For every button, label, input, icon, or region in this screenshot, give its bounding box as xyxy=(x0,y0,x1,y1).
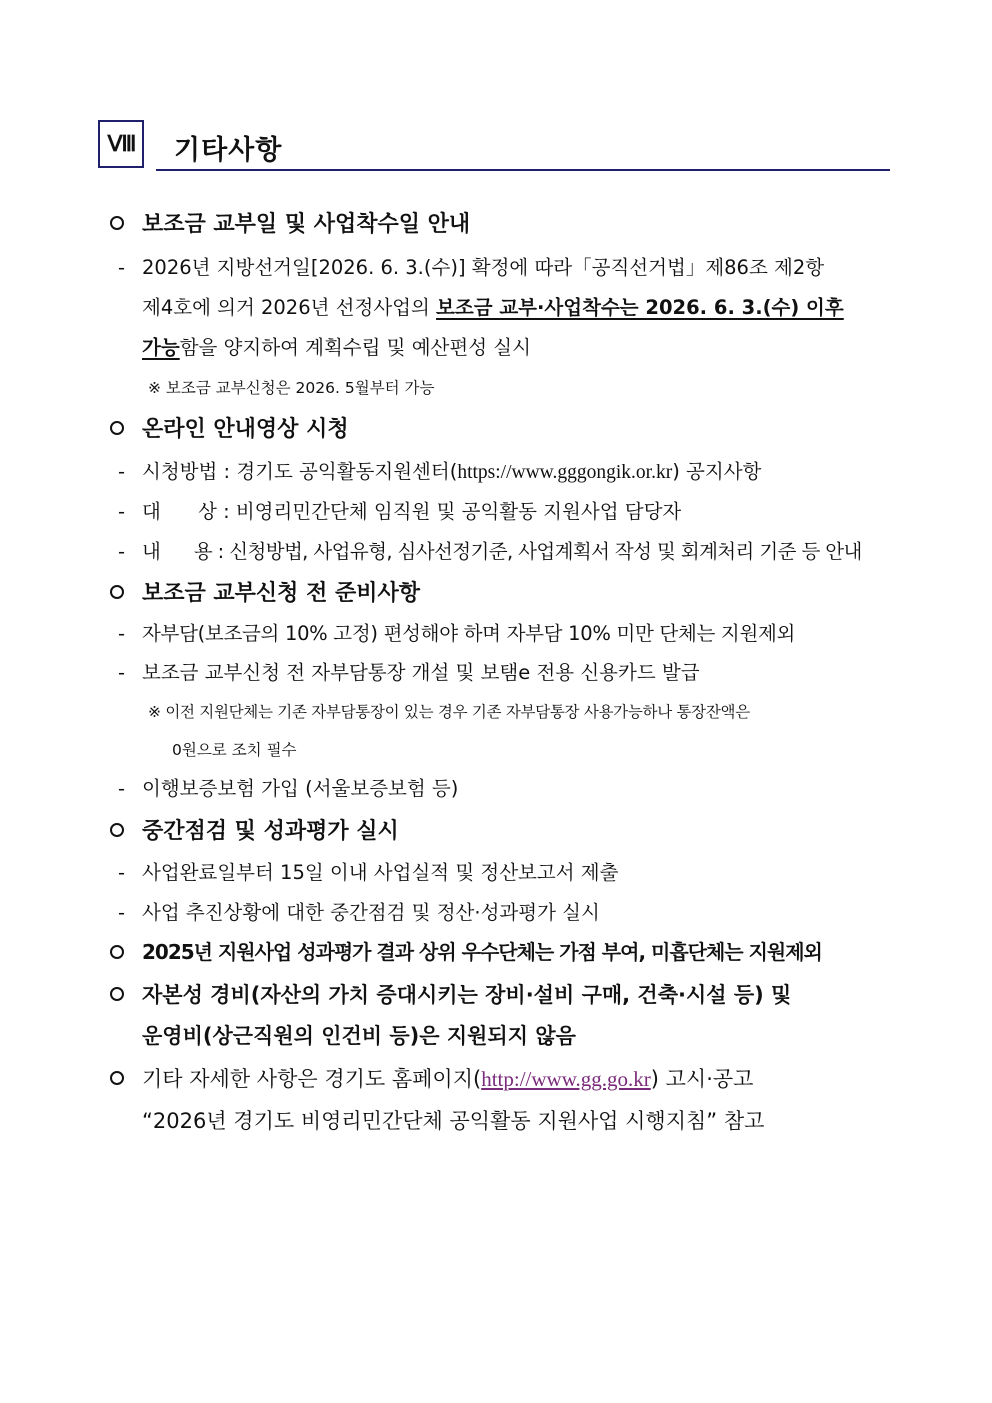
heading-continuation: 운영비(상근직원의 인건비 등)은 지원되지 않음 xyxy=(142,1024,576,1048)
circle-bullet-icon xyxy=(110,945,124,959)
heading-online-video: 온라인 안내영상 시청 xyxy=(108,412,349,443)
circle-bullet-icon xyxy=(110,1071,124,1085)
section-header xyxy=(98,120,890,172)
list-item: - 내 용 : 신청방법, 사업유형, 심사선정기준, 사업계획서 작성 및 회계처리 기준 등 안내 xyxy=(118,540,862,563)
emphasis-text: 가능 xyxy=(142,336,180,359)
circle-bullet-icon xyxy=(110,823,124,837)
heading-continuation: “2026년 경기도 비영리민간단체 공익활동 지원사업 시행지침” 참고 xyxy=(142,1109,765,1133)
list-item-continuation: 제4호에 의거 2026년 선정사업의 보조금 교부·사업착수는 2026. 6. 3.(수) 이후 xyxy=(142,296,844,319)
circle-bullet-icon xyxy=(110,987,124,1001)
list-item: - 사업 추진상황에 대한 중간점검 및 정산·성과평가 실시 xyxy=(118,901,600,924)
circle-bullet-icon xyxy=(110,421,124,435)
list-item: - 2026년 지방선거일[2026. 6. 3.(수)] 확정에 따라「공직선거법」제86조 제2항 xyxy=(118,256,825,279)
gg-homepage-link[interactable]: http://www.gg.go.kr xyxy=(481,1067,651,1091)
list-item: - 사업완료일부터 15일 이내 사업실적 및 정산보고서 제출 xyxy=(118,861,619,884)
heading-subsidy-dates: 보조금 교부일 및 사업착수일 안내 xyxy=(108,207,470,238)
section-underline xyxy=(156,169,890,171)
circle-bullet-icon xyxy=(110,216,124,230)
heading-bonus-points: 2025년 지원사업 성과평가 결과 상위 우수단체는 가점 부여, 미흡단체는 지원제외 xyxy=(108,936,822,965)
heading-evaluation: 중간점검 및 성과평가 실시 xyxy=(108,814,399,845)
list-item: - 보조금 교부신청 전 자부담통장 개설 및 보탬e 전용 신용카드 발급 xyxy=(118,661,700,684)
circle-bullet-icon xyxy=(110,585,124,599)
note-text-continuation: 0원으로 조치 필수 xyxy=(172,741,297,759)
note-text: ※ 보조금 교부신청은 2026. 5월부터 가능 xyxy=(148,379,435,397)
center-url-text: https://www.gggongik.or.kr xyxy=(457,462,673,483)
heading-capital-expenses: 자본성 경비(자산의 가치 증대시키는 장비·설비 구매, 건축·시설 등) 및 xyxy=(108,979,791,1009)
emphasis-text: 보조금 교부·사업착수는 2026. 6. 3.(수) 이후 xyxy=(436,296,844,319)
section-number: Ⅷ xyxy=(98,120,144,168)
heading-preparation: 보조금 교부신청 전 준비사항 xyxy=(108,576,420,607)
list-item-continuation: 가능함을 양지하여 계획수립 및 예산편성 실시 xyxy=(142,336,531,359)
list-item: - 자부담(보조금의 10% 고정) 편성해야 하며 자부담 10% 미만 단체는 지원제외 xyxy=(118,622,796,645)
heading-more-info: 기타 자세한 사항은 경기도 홈페이지(http://www.gg.go.kr) 고시·공고 xyxy=(108,1063,753,1093)
note-text: ※ 이전 지원단체는 기존 자부담통장이 있는 경우 기존 자부담통장 사용가능하나 통장잔액은 xyxy=(148,703,750,721)
section-title: 기타사항 xyxy=(174,135,283,166)
list-item: - 대 상 : 비영리민간단체 임직원 및 공익활동 지원사업 담당자 xyxy=(118,500,682,523)
list-item: - 이행보증보험 가입 (서울보증보험 등) xyxy=(118,777,459,800)
list-item: - 시청방법 : 경기도 공익활동지원센터(https://www.gggongik.or.kr) 공지사항 xyxy=(118,460,762,483)
